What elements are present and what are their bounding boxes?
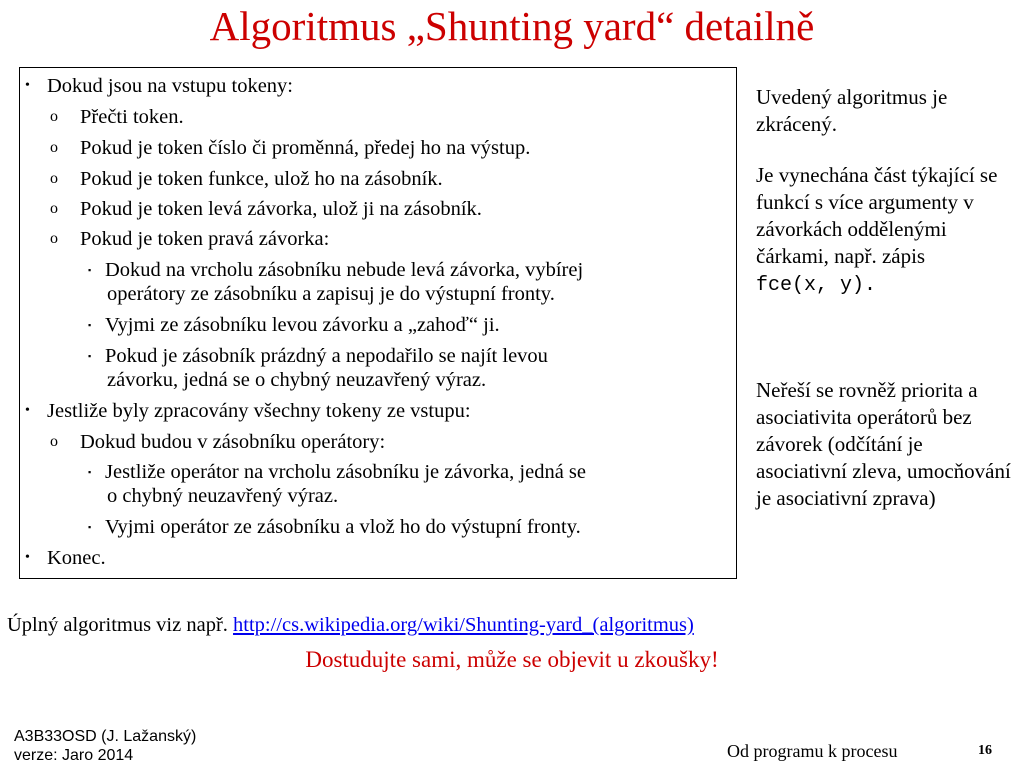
exam-note: Dostudujte sami, může se objevit u zkoušky! <box>305 647 719 672</box>
bullet-marker: o <box>50 170 58 187</box>
side-note-omitted-text: Je vynechána část týkající se funkcí s více argumenty v závorkách oddělenými čárkami, např. zápis <box>756 163 998 268</box>
bullet-text: operátory ze zásobníku a zapisuj je do výstupní fronty. <box>107 283 555 305</box>
bullet-marker: ▪ <box>88 467 92 477</box>
bullet-text: Dokud na vrcholu zásobníku nebude levá závorka, vybírej <box>105 259 584 281</box>
side-note-code: fce(x, y). <box>756 274 877 297</box>
bullet-text: Pokud je token pravá závorka: <box>80 228 330 250</box>
bullet-text: o chybný neuzavřený výraz. <box>107 485 339 507</box>
side-note-omitted <box>756 162 1016 299</box>
bullet-text: Pokud je zásobník prázdný a nepodařilo se najít levou <box>105 345 548 367</box>
bullet-marker: • <box>25 78 30 93</box>
footer-left <box>14 727 196 765</box>
bullet-text: Pokud je token číslo či proměnná, předej ho na výstup. <box>80 137 531 159</box>
footer-chapter: Od programu k procesu <box>727 741 898 761</box>
bullet-text: závorku, jedná se o chybný neuzavřený výraz. <box>107 369 487 391</box>
bullet-marker: ▪ <box>88 320 92 330</box>
bullet-marker: o <box>50 139 58 156</box>
algorithm-box <box>19 67 737 579</box>
reference-line <box>7 612 694 638</box>
bullet-marker: ▪ <box>88 522 92 532</box>
bullet-marker: o <box>50 230 58 247</box>
side-note-abridged: Uvedený algoritmus je zkrácený. <box>756 85 948 136</box>
bullet-text: Pokud je token levá závorka, ulož ji na zásobník. <box>80 198 482 220</box>
wikipedia-link[interactable]: http://cs.wikipedia.org/wiki/Shunting-yard_(algoritmus) <box>233 614 694 636</box>
bullet-marker: ▪ <box>88 351 92 361</box>
bullet-text: Vyjmi ze zásobníku levou závorku a „zahoď“ ji. <box>105 314 500 336</box>
bullet-text: Konec. <box>47 547 106 569</box>
page-number: 16 <box>978 743 992 758</box>
bullet-marker: o <box>50 108 58 125</box>
bullet-text: Pokud je token funkce, ulož ho na zásobník. <box>80 168 443 190</box>
side-note-precedence: Neřeší se rovněž priorita a asociativita operátorů bez závorek (odčítání je asociativní zleva, umocňování je asociativní zprava) <box>756 378 1011 510</box>
footer-version: verze: Jaro 2014 <box>14 747 134 764</box>
bullet-marker: • <box>25 550 30 565</box>
bullet-text: Jestliže operátor na vrcholu zásobníku je závorka, jedná se <box>105 461 586 483</box>
bullet-text: Dokud jsou na vstupu tokeny: <box>47 75 293 97</box>
bullet-text: Přečti token. <box>80 106 184 128</box>
slide-title: Algoritmus „Shunting yard“ detailně <box>209 3 815 49</box>
bullet-text: Jestliže byly zpracovány všechny tokeny ze vstupu: <box>47 400 471 422</box>
bullet-marker: o <box>50 200 58 217</box>
bullet-marker: o <box>50 433 58 450</box>
reference-prefix: Úplný algoritmus viz např. <box>7 614 228 636</box>
bullet-marker: ▪ <box>88 265 92 275</box>
bullet-marker: • <box>25 403 30 418</box>
footer-course: A3B33OSD (J. Lažanský) <box>14 728 197 745</box>
bullet-text: Dokud budou v zásobníku operátory: <box>80 431 386 453</box>
bullet-text: Vyjmi operátor ze zásobníku a vlož ho do výstupní fronty. <box>105 516 581 538</box>
